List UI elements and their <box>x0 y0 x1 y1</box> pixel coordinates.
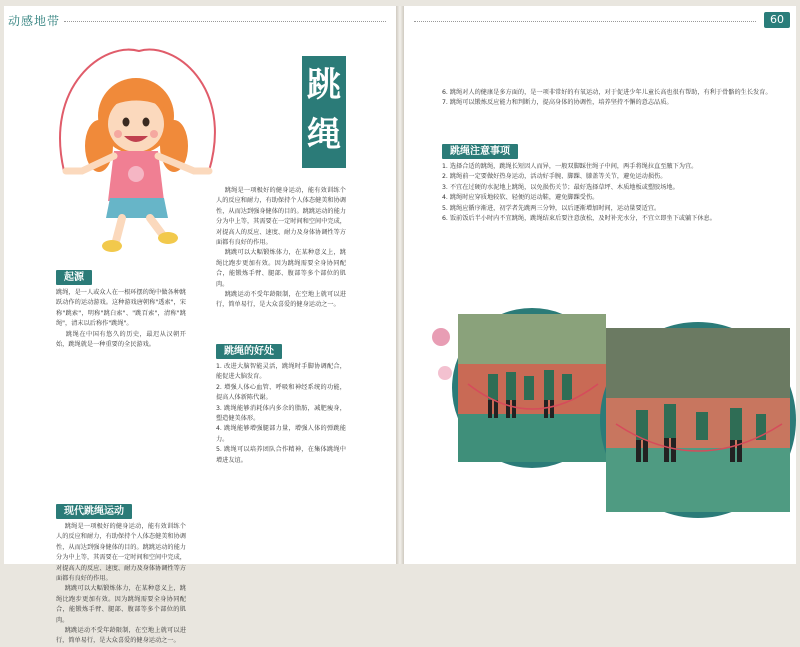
right-page <box>404 6 796 564</box>
left-page <box>4 6 396 645</box>
modern-text: 跳绳是一项极好的健身运动，能有效训练个人的反应和耐力，有助保持个人体态健美和协调性，从而达到强身健体的目的。跳跳运动的能力分为中上等，其需要在一定时间和空间中完成，对提高人的反应、速度、耐力及身体协调性等方面都有良好的作用。 跳跳可以大幅锻炼体力，在某种意义上，跳绳比跑步更加有效。因为跳绳需要全身协同配合，能锻炼手臂、腿部、腹部等多个部位的肌肉。 跳跳运动不受年龄限制，在空地上就可以进行，简单易行，是大众喜爱的健身运动之一。 <box>56 523 186 645</box>
students-jumping-rope-photo-1 <box>458 314 606 462</box>
pink-flower-decoration <box>432 328 450 346</box>
title-char-1: 跳 <box>307 65 341 105</box>
page-number: 60 <box>764 12 790 28</box>
continued-text: 6. 跳绳对人的健康是多方面的，是一项非常好的有氧运动，对于促进少年儿童长高也很有帮助，有利于骨骼的生长发育。 7. 跳绳可以锻炼反应能力和判断力，提高身体的协调性，培养坚持不懈的意志品质。 <box>442 89 772 107</box>
gutter <box>396 6 404 564</box>
section-title: 动感地带 <box>8 14 61 28</box>
heading-modern: 现代跳绳运动 <box>56 504 132 519</box>
girl-jumping-rope-illustration <box>44 46 234 261</box>
origin-text: 跳绳，是一人或众人在一根环摆的绳中做各种跳跃动作的运动游戏。这种游戏唐朝称"透索"，宋称"跳索"，明称"跳白索"、"跳百索"，清称"跳绳"，清末以后称作"跳绳"。 跳绳在中国有悠久的历史，最迟从汉朝开始，跳绳就是一种重要的全民游戏。 <box>56 289 186 349</box>
heading-origin: 起源 <box>56 270 92 285</box>
heading-benefits: 跳绳的好处 <box>216 344 282 359</box>
middle-column-text: 跳绳是一项极好的健身运动，能有效训练个人的反应和耐力，有助保持个人体态健美和协调性，从而达到强身健体的目的。跳跳运动的能力分为中上等，其需要在一定时间和空间中完成，对提高人的反应、速度、耐力及身体协调性等方面都有良好的作用。 跳跳可以大幅锻炼体力，在某种意义上，跳绳比跑步更加有效。因为跳绳需要全身协同配合，能锻炼手臂、腿部、腹部等多个部位的肌肉。 跳跳运动不受年龄限制，在空地上就可以进行，简单易行，是大众喜爱的健身运动之一。 <box>216 187 346 309</box>
heading-notes: 跳绳注意事项 <box>442 144 518 159</box>
title-char-2: 绳 <box>307 115 341 155</box>
header-divider <box>64 21 386 22</box>
notes-text: 1. 选择合适的跳绳，跳绳长短因人而异，一般双脚踩住绳子中间，两手将绳拉直至腋下为宜。 2. 跳绳前一定要做好热身运动，活动好手腕、脚踝、膝盖等关节，避免运动损伤。 3. 不宜在过硬的水泥地上跳绳，以免损伤关节；最好选择草坪、木质地板或塑胶场地。 4. 跳绳时应穿质地较软、轻便的运动鞋，避免脚踝受伤。 5. 跳绳应循序渐进，初学者先跳两三分钟，以后逐渐增加时间，运动量要适宜。 6. 饭前饭后半小时内不宜跳绳，跳绳结束后要注意放松，及时补充水分，不宜立即坐下或躺下休息。 <box>442 163 716 223</box>
header-divider-right <box>414 21 756 22</box>
pink-flower-decoration <box>438 366 452 380</box>
article-title <box>302 56 346 168</box>
students-jumping-rope-photo-2 <box>606 328 790 512</box>
benefits-text: 1. 改进大脑智能灵活，跳绳时手脚协调配合，能促进大脑发育。 2. 增强人体心血管、呼吸和神经系统的功能，提高人体新陈代谢。 3. 跳绳能够消耗体内多余的脂肪，减肥瘦身，塑造健美体形。 4. 跳绳能够增强腿部力量，增强人体的弹跳能力。 5. 跳绳可以培养团队合作精神，在集体跳绳中增进友谊。 <box>216 363 346 464</box>
